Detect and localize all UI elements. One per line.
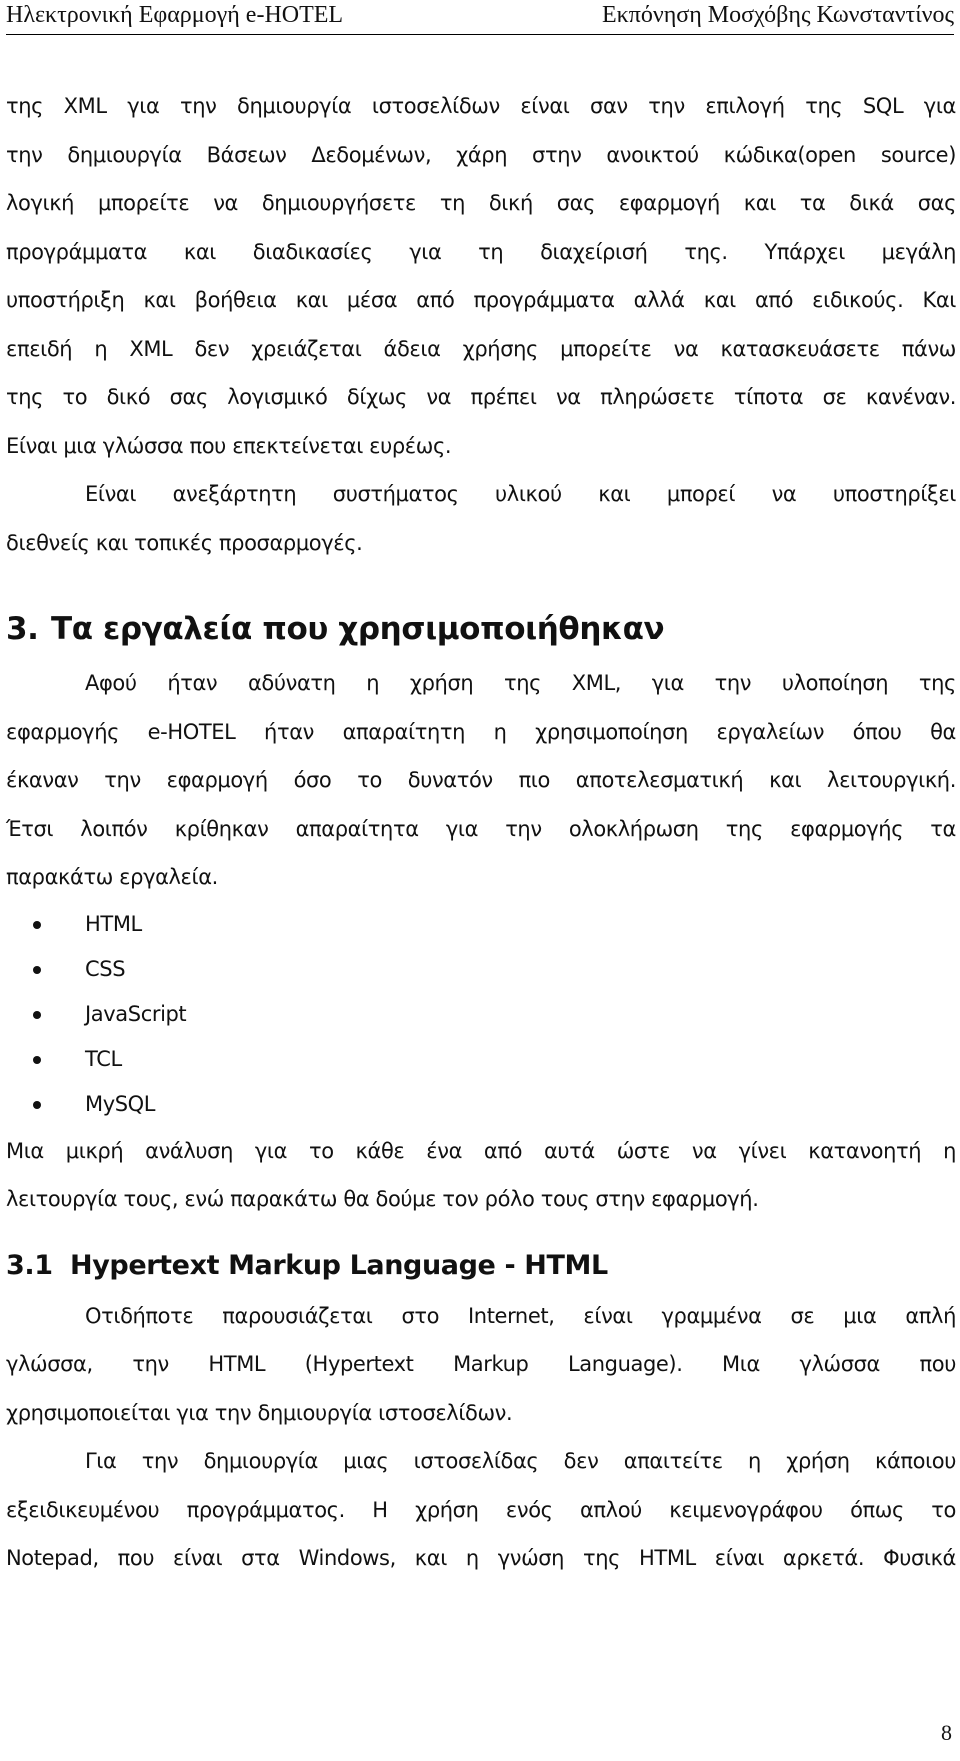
text-line: γλώσσα, την HTML (Hypertext Markup Language). Μια γλώσσα που	[6, 1352, 956, 1376]
text-line: Μια μικρή ανάλυση για το κάθε ένα από αυτά ώστε να γίνει κατανοητή η	[6, 1138, 956, 1163]
list-item: CSS	[6, 947, 956, 992]
tools-summary-paragraph	[6, 1127, 956, 1224]
text-line: υποστήριξη και βοήθεια και μέσα από προγράμματα αλλά και από ειδικούς. Και	[6, 288, 956, 312]
page-header	[6, 0, 954, 35]
html-paragraph-2	[6, 1437, 956, 1583]
text-line: έκαναν την εφαρμογή όσο το δυνατόν πιο αποτελεσματική και λειτουργική.	[6, 768, 956, 792]
text-line: Notepad, που είναι στα Windows, και η γνώση της HTML είναι αρκετά. Φυσικά	[6, 1546, 956, 1570]
section-number: 3.	[6, 611, 39, 647]
text-line: επειδή η XML δεν χρειάζεται άδεια χρήσης μπορείτε να κατασκευάσετε πάνω	[6, 336, 956, 361]
page-number: 8	[941, 1720, 952, 1745]
independence-paragraph	[6, 470, 956, 567]
text-line: Είναι μια γλώσσα που επεκτείνεται ευρέως.	[6, 433, 452, 458]
bullet-icon	[33, 921, 41, 929]
header-right-author: Εκπόνηση Μοσχόβης Κωνσταντίνος	[602, 2, 954, 28]
document-body	[6, 82, 956, 1583]
text-line: διεθνείς και τοπικές προσαρμογές.	[6, 530, 363, 555]
text-line: παρακάτω εργαλεία.	[6, 865, 218, 889]
text-line: Είναι ανεξάρτητη συστήματος υλικού και μπορεί να υποστηρίξει	[85, 482, 956, 506]
text-line: την δημιουργία Βάσεων Δεδομένων, χάρη στην ανοικτού κώδικα(open source)	[6, 142, 956, 167]
tools-list	[6, 902, 956, 1127]
text-line: προγράμματα και διαδικασίες για τη διαχείρισή της. Υπάρχει μεγάλη	[6, 239, 956, 264]
section-title: Τα εργαλεία που χρησιμοποιήθηκαν	[51, 611, 665, 647]
section-3-heading	[6, 609, 956, 649]
section-3-1-heading	[6, 1246, 956, 1286]
section-3-paragraph	[6, 659, 956, 902]
bullet-icon	[33, 1101, 41, 1109]
list-item: JavaScript	[6, 992, 956, 1037]
list-item: TCL	[6, 1037, 956, 1082]
text-line: της XML για την δημιουργία ιστοσελίδων είναι σαν την επιλογή της SQL για	[6, 94, 956, 118]
list-item: HTML	[6, 902, 956, 947]
text-line: Αφού ήταν αδύνατη η χρήση της XML, για την υλοποίηση της	[85, 671, 956, 695]
list-item: MySQL	[6, 1082, 956, 1127]
html-paragraph-1	[6, 1292, 956, 1438]
text-line: Οτιδήποτε παρουσιάζεται στο Internet, είναι γραμμένα σε μια απλή	[85, 1303, 956, 1328]
text-line: της το δικό σας λογισμικό δίχως να πρέπει να πληρώσετε τίποτα σε κανέναν.	[6, 385, 956, 409]
subsection-title: Hypertext Markup Language - HTML	[70, 1249, 608, 1281]
bullet-icon	[33, 1056, 41, 1064]
text-line: Έτσι λοιπόν κρίθηκαν απαραίτητα για την ολοκλήρωση της εφαρμογής τα	[6, 816, 956, 841]
text-line: λογική μπορείτε να δημιουργήσετε τη δική σας εφαρμογή και τα δικά σας	[6, 191, 956, 215]
bullet-icon	[33, 966, 41, 974]
subsection-number: 3.1	[6, 1249, 53, 1281]
text-line: εφαρμογής e-HOTEL ήταν απαραίτητη η χρησιμοποίηση εργαλείων όπου θα	[6, 719, 956, 744]
header-left-title: Ηλεκτρονική Εφαρμογή e-HOTEL	[6, 2, 344, 28]
text-line: λειτουργία τους, ενώ παρακάτω θα δούμε τον ρόλο τους στην εφαρμογή.	[6, 1187, 759, 1211]
text-line: Για την δημιουργία μιας ιστοσελίδας δεν απαιτείτε η χρήση κάποιου	[85, 1449, 956, 1473]
intro-paragraph	[6, 82, 956, 470]
text-line: χρησιμοποιείται για την δημιουργία ιστοσελίδων.	[6, 1400, 513, 1425]
text-line: εξειδικευμένου προγράμματος. Η χρήση ενός απλού κειμενογράφου όπως το	[6, 1497, 956, 1522]
bullet-icon	[33, 1011, 41, 1019]
